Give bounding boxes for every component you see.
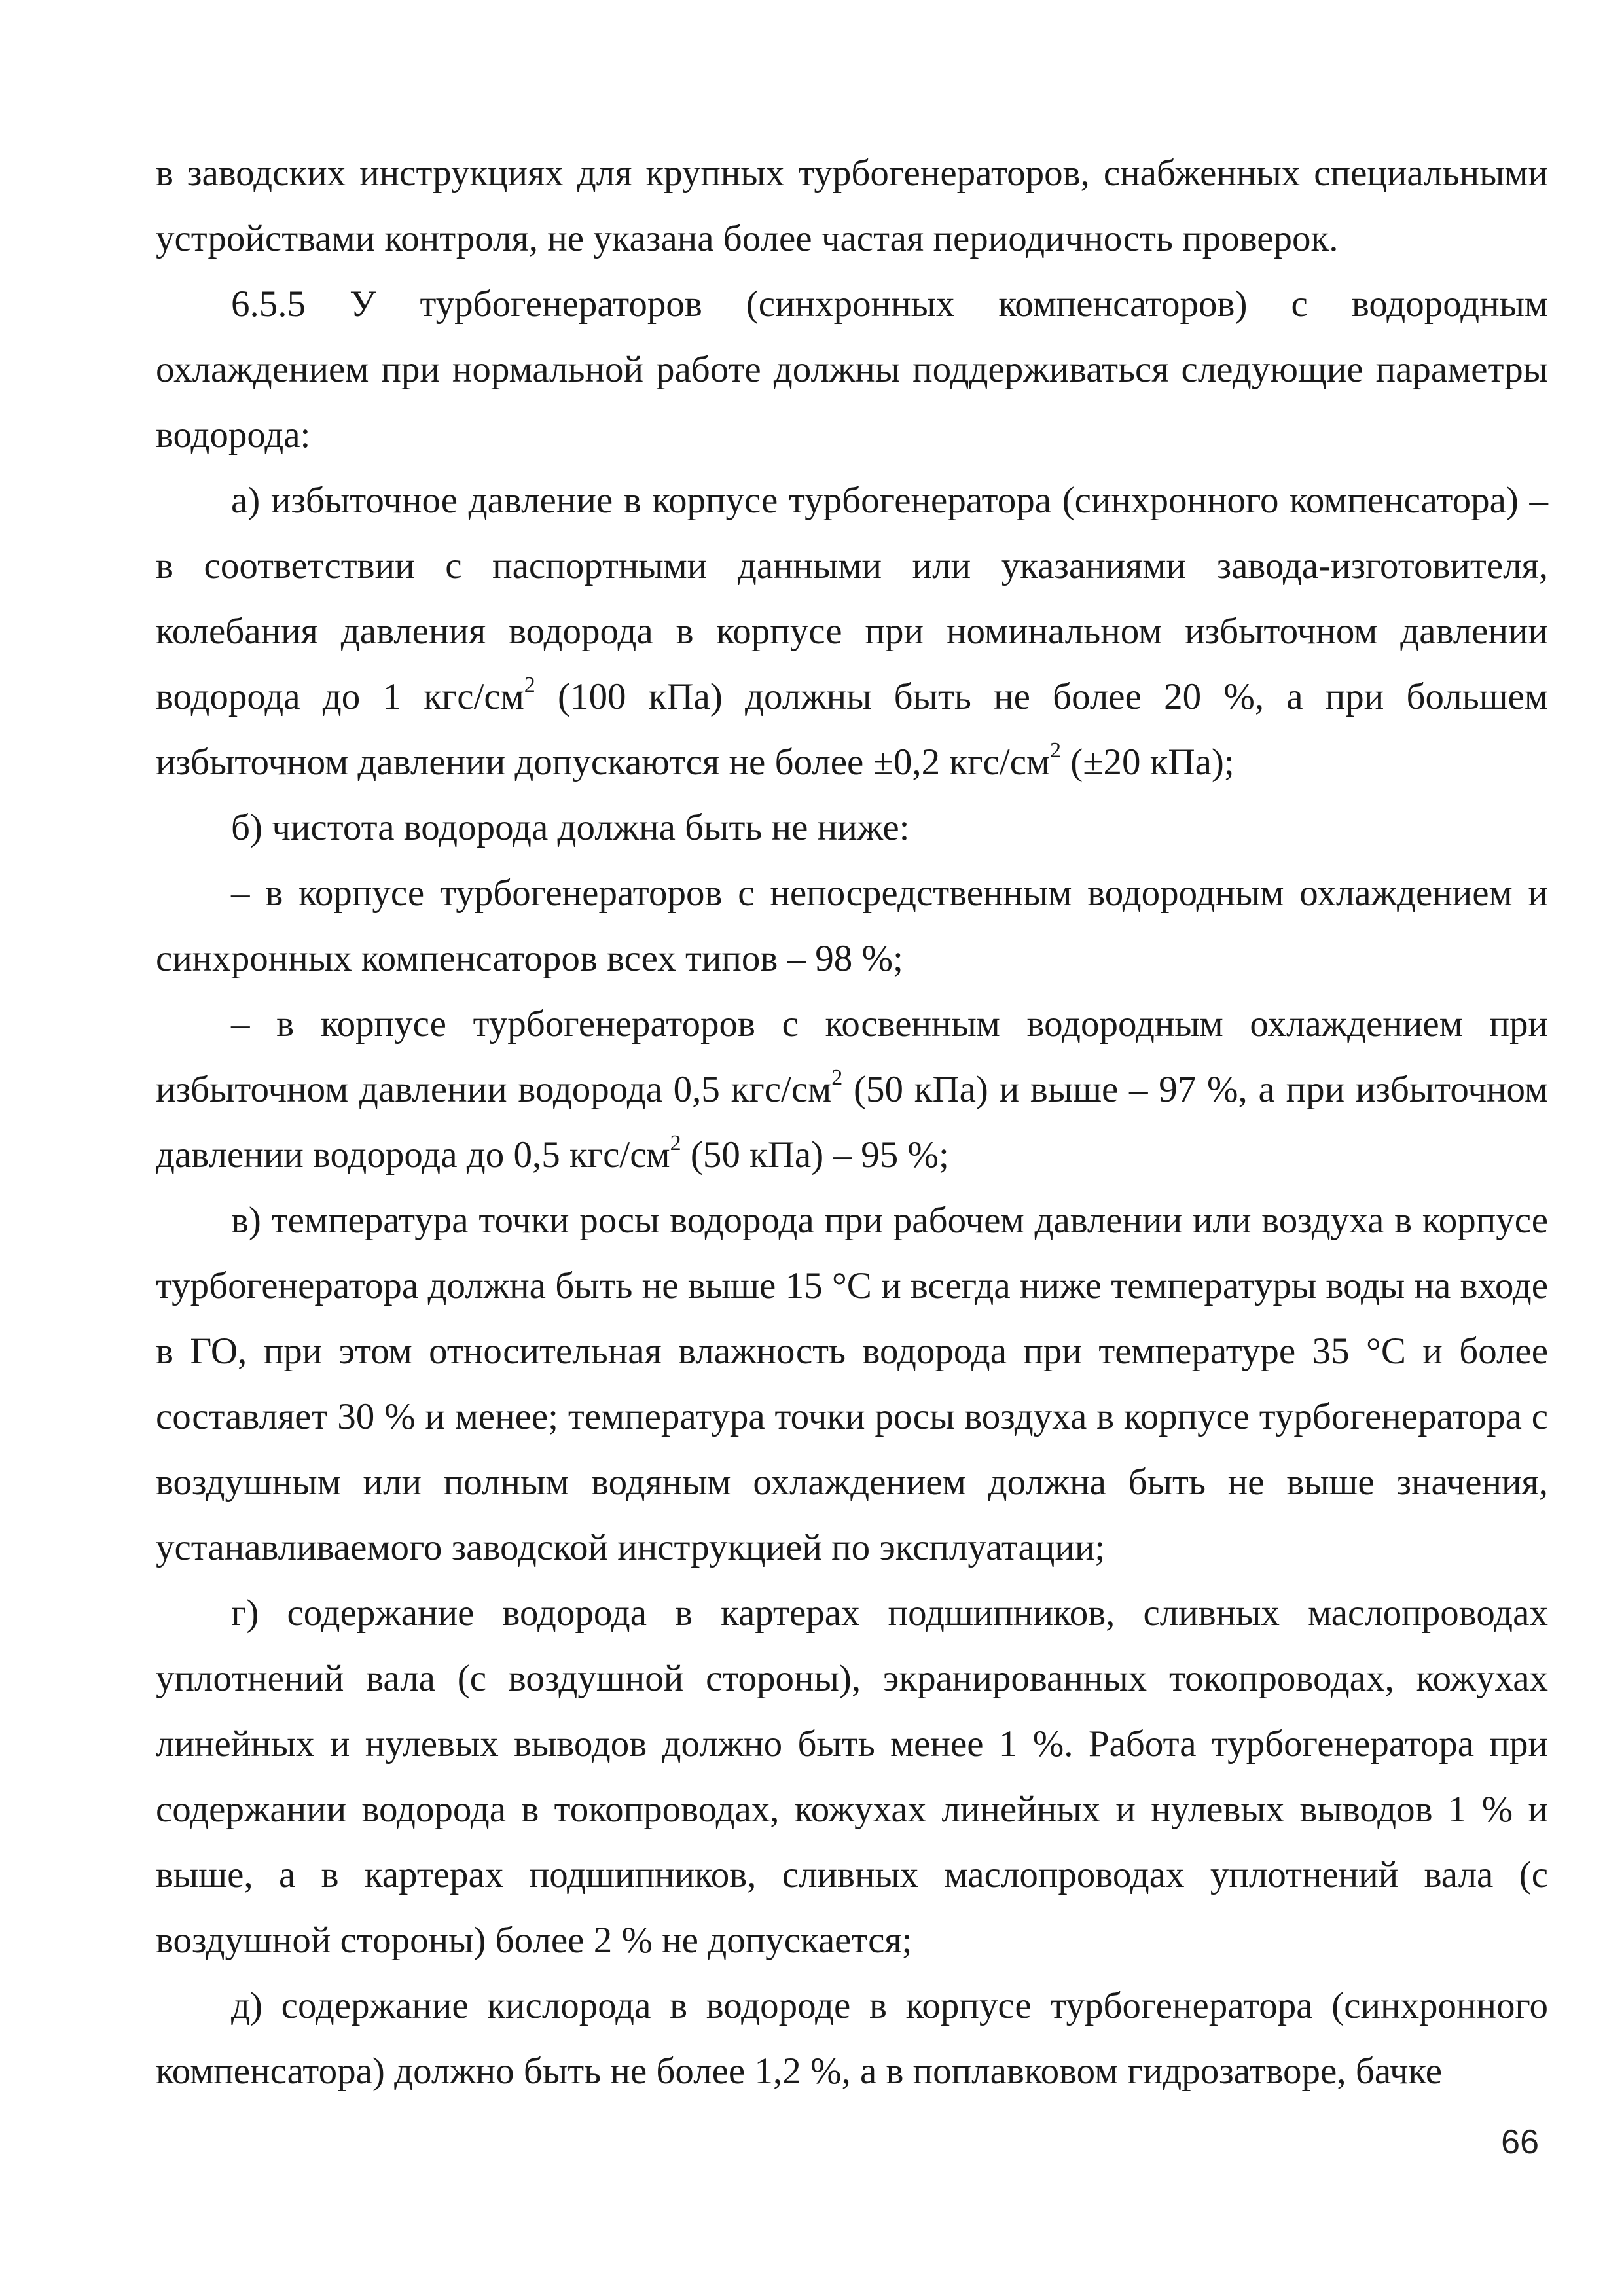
paragraph-text: в заводских инструкциях для крупных турбогенераторов, снабженных специальными устройствами контроля, не указана более частая периодичность проверок. — [156, 152, 1548, 259]
paragraph — [156, 1581, 1548, 1973]
paragraph — [156, 1973, 1548, 2104]
paragraph — [156, 992, 1548, 1188]
paragraph — [156, 272, 1548, 468]
paragraph — [156, 1188, 1548, 1581]
paragraph — [156, 468, 1548, 795]
paragraph-text: – в корпусе турбогенераторов с непосредственным водородным охлаждением и синхронных компенсаторов всех типов – 98 %; — [156, 872, 1548, 979]
superscript: 2 — [831, 1066, 843, 1090]
paragraph-text: д) содержание кислорода в водороде в корпусе турбогенератора (синхронного компенсатора) должно быть не более 1,2 %, а в поплавковом гидрозатворе, бачке — [156, 1985, 1548, 2092]
paragraph-text: а) избыточное давление в корпусе турбогенератора (синхронного компенсатора) – в соответствии с паспортными данными или указаниями завода-изготовителя, колебания давления водорода в корпусе при номинальном избыточном давлении водорода до 1 кгс/см — [156, 480, 1548, 717]
paragraph — [156, 861, 1548, 992]
superscript: 2 — [670, 1131, 681, 1155]
superscript: 2 — [524, 673, 535, 697]
paragraph — [156, 141, 1548, 272]
paragraph-text: (50 кПа) и выше – 97 %, а при избыточном давлении водорода до 0,5 кгс/см — [156, 1069, 1549, 1175]
paragraph-text: (±20 кПа); — [1060, 742, 1235, 783]
document-body — [156, 141, 1548, 2104]
paragraph-text: (100 кПа) должны быть не более 20 %, а при большем избыточном давлении допускаются не более ±0,2 кгс/см — [156, 676, 1548, 783]
page-number: 66 — [1501, 2123, 1539, 2161]
paragraph — [156, 795, 1548, 861]
paragraph-text: 6.5.5 У турбогенераторов (синхронных компенсаторов) с водородным охлаждением при нормальной работе должны поддерживаться следующие параметры водорода: — [156, 283, 1548, 456]
superscript: 2 — [1049, 738, 1061, 762]
paragraph-text: в) температура точки росы водорода при рабочем давлении или воздуха в корпусе турбогенератора должна быть не выше 15 °С и всегда ниже температуры воды на входе в ГО, при этом относительная влажность водорода при температуре 35 °С и более составляет 30 % и менее; температура точки росы воздуха в корпусе турбогенератора с воздушным или полным водяным охлаждением должна быть не выше значения, устанавливаемого заводской инструкцией по эксплуатации; — [156, 1200, 1548, 1568]
paragraph-text: б) чистота водорода должна быть не ниже: — [231, 807, 910, 848]
paragraph-text: (50 кПа) – 95 %; — [681, 1134, 949, 1175]
paragraph-text: – в корпусе турбогенераторов с косвенным водородным охлаждением при избыточном давлении водорода 0,5 кгс/см — [156, 1003, 1548, 1110]
paragraph-text: г) содержание водорода в картерах подшипников, сливных маслопроводах уплотнений вала (с воздушной стороны), экранированных токопроводах, кожухах линейных и нулевых выводов должно быть менее 1 %. Работа турбогенератора при содержании водорода в токопроводах, кожухах линейных и нулевых выводов 1 % и выше, а в картерах подшипников, сливных маслопроводах уплотнений вала (с воздушной стороны) более 2 % не допускается; — [156, 1592, 1548, 1961]
